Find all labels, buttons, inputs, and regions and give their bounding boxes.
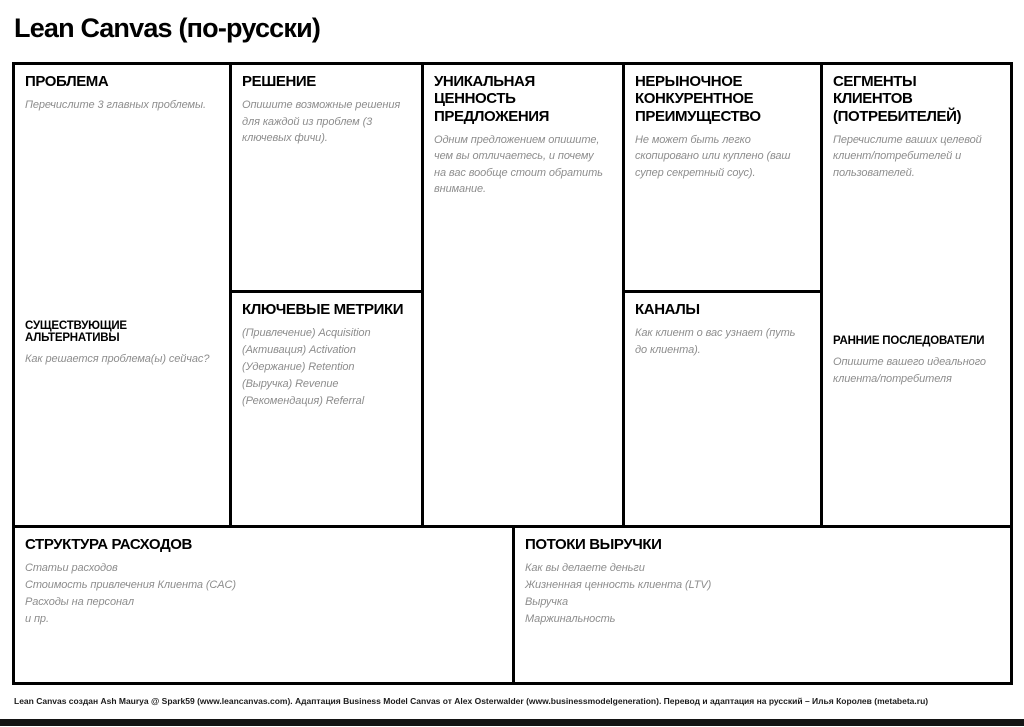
page-title: Lean Canvas (по-русски) <box>14 13 321 43</box>
cost-structure-hints <box>25 560 498 628</box>
key-metrics-hints <box>242 325 407 410</box>
cost-structure-line: и пр. <box>25 613 49 626</box>
cost-structure-line: Расходы на персонал <box>25 596 134 609</box>
channels-heading: КАНАЛЫ <box>635 301 700 318</box>
early-adopters-hint: Опишите вашего идеального клиента/потребителя <box>833 356 986 385</box>
cost-structure-line: Статьи расходов <box>25 562 118 575</box>
customer-segments-box <box>823 65 1010 525</box>
bottom-bar <box>0 719 1024 726</box>
key-metrics-line: (Удержание) Retention <box>242 361 355 374</box>
cost-structure-box <box>15 528 512 682</box>
solution-heading: РЕШЕНИЕ <box>242 73 316 90</box>
cost-structure-line: Стоимость привлечения Клиента (CAC) <box>25 579 236 592</box>
unfair-advantage-box <box>625 65 820 290</box>
existing-alternatives-section <box>25 320 215 368</box>
channels-hint: Как клиент о вас узнает (путь до клиента). <box>635 327 796 356</box>
problem-hint: Перечислите 3 главных проблемы. <box>25 99 206 112</box>
solution-hint: Опишите возможные решения для каждой из проблем (3 ключевых фичи). <box>242 99 401 145</box>
revenue-streams-line: Как вы делаете деньги <box>525 562 645 575</box>
revenue-streams-line: Жизненная ценность клиента (LTV) <box>525 579 712 592</box>
key-metrics-line: (Привлечение) Acquisition <box>242 327 371 340</box>
existing-alternatives-heading: СУЩЕСТВУЮЩИЕ АЛЬТЕРНАТИВЫ <box>25 320 127 344</box>
customer-segments-hint: Перечислите ваших целевой клиент/потребителей и пользователей. <box>833 133 982 179</box>
revenue-streams-line: Выручка <box>525 596 568 609</box>
revenue-streams-heading: ПОТОКИ ВЫРУЧКИ <box>525 536 662 553</box>
solution-box <box>232 65 421 290</box>
unfair-advantage-heading: НЕРЫНОЧНОЕ КОНКУРЕНТНОЕ ПРЕИМУЩЕСТВО <box>635 73 761 125</box>
key-metrics-line: (Выручка) Revenue <box>242 378 339 391</box>
revenue-streams-box <box>515 528 1010 682</box>
early-adopters-heading: РАННИЕ ПОСЛЕДОВАТЕЛИ <box>833 335 985 347</box>
revenue-streams-line: Маржинальность <box>525 613 616 626</box>
problem-box <box>15 65 229 525</box>
uvp-heading: УНИКАЛЬНАЯ ЦЕННОСТЬ ПРЕДЛОЖЕНИЯ <box>434 73 550 125</box>
footer-credit: Lean Canvas создан Ash Maurya @ Spark59 (www.leancanvas.com). Адаптация Business Model Canvas от Alex Osterwalder (www.businessmodelgeneration). Перевод и адаптация на русский – Илья Королев (metabeta.ru) <box>14 696 929 706</box>
problem-heading: ПРОБЛЕМА <box>25 73 109 90</box>
customer-segments-heading: СЕГМЕНТЫ КЛИЕНТОВ (ПОТРЕБИТЕЛЕЙ) <box>833 73 962 125</box>
cost-structure-heading: СТРУКТУРА РАСХОДОВ <box>25 536 192 553</box>
unique-value-proposition-box <box>424 65 622 525</box>
uvp-hint: Одним предложением опишите, чем вы отличаетесь, и почему на вас вообще стоит обратить внимание. <box>434 133 603 196</box>
lean-canvas-grid <box>12 62 1013 685</box>
early-adopters-section <box>833 335 996 387</box>
revenue-streams-hints <box>525 560 996 628</box>
key-metrics-line: (Рекомендация) Referral <box>242 395 365 408</box>
key-metrics-line: (Активация) Activation <box>242 344 356 357</box>
key-metrics-heading: КЛЮЧЕВЫЕ МЕТРИКИ <box>242 301 404 318</box>
existing-alternatives-hint: Как решается проблема(ы) сейчас? <box>25 353 210 365</box>
channels-box <box>625 293 820 525</box>
key-metrics-box <box>232 293 421 525</box>
unfair-advantage-hint: Не может быть легко скопировано или куплено (ваш супер секретный соус). <box>635 133 791 179</box>
